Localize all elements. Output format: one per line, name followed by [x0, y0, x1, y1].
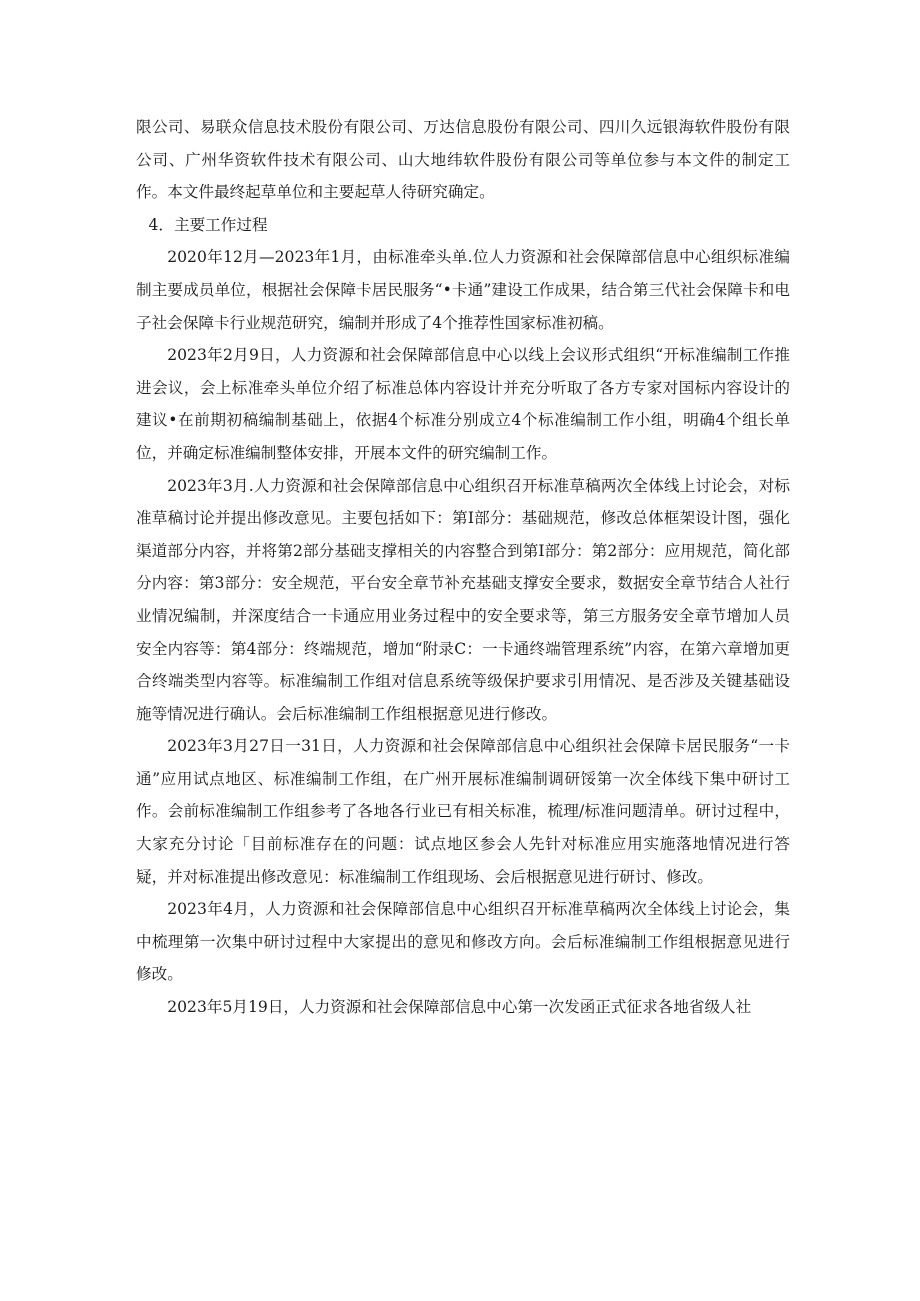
- paragraph-2023-03-27: 2023年3月27日一31日，人力资源和社会保障部信息中心组织社会保障卡居民服务“一卡通”应用试点地区、标准编制工作组，在广州开展标准编制调研馁第一次全体线下集中研讨工作。会前标准编制工作组参考了各地各行业已有相关标准，梳理/标准问题清单。研讨过程中，大家充分讨论「目前标准存在的问题：试点地区参会人先针对标准应用实施落地情况进行答疑，并对标准提出修改意见：标准编制工作组现场、会后根据意见进行研讨、修改。: [136, 737, 790, 886]
- paragraph-2023-05-19: 2023年5月19日，人力资源和社会保障部信息中心第一次发函正式征求各地省级人社: [167, 998, 752, 1017]
- document-body: [136, 111, 790, 1024]
- paragraph-continued: 限公司、易联众信息技术股份有限公司、万达信息股份有限公司、四川久远银海软件股份有限公司、广州华资软件技术有限公司、山大地纬软件股份有限公司等单位参与本文件的制定工作。本文件最终起草单位和主要起草人待研究确定。: [136, 118, 790, 202]
- paragraph-2023-03: 2023年3月.人力资源和社会保障部信息中心组织召开标准草稿两次全体线上讨论会，对标准草稿讨论并提出修改意见。主要包括如下：第I部分：基础规范，修改总体框架设计图，强化渠道部分内容，并将第2部分基础支撑相关的内容整合到第I部分：第2部分：应用规范，简化部分内容：第3部分：安全规范，平台安全章节补充基础支撑安全要求，数据安全章节结合人社行业情况编制，并深度结合一卡通应用业务过程中的安全要求等，第三方服务安全章节增加人员安全内容等：第4部分：终端规范，增加“附录C：一卡通终端管理系统”内容，在第六章增加更合终端类型内容等。标准编制工作组对信息系统等级保护要求引用情况、是否涉及关键基础设施等情况进行确认。会后标准编制工作组根据意见进行修改。: [136, 476, 790, 723]
- paragraph-2023-02-09: 2023年2月9日，人力资源和社会保障部信息中心以线上会议形式组织“开标准编制工作推进会议，会上标准牵头单位介绍了标准总体内容设计并充分听取了各方专家对国标内容设计的建议•在前期初稿编制基础上，依据4个标准分别成立4个标准编制工作小组，明确4个组长单位，并确定标准编制整体安排，开展本文件的研究编制工作。: [136, 346, 790, 462]
- paragraph-2020-12: 2020年12月—2023年1月，由标准牵头单.位人力资源和社会保障部信息中心组织标准编制主要成员单位，根据社会保障卡居民服务“•卡通”建设工作成果，结合第三代社会保障卡和电子社会保障卡行业规范研究，编制并形成了4个推荐性国家标准初稿。: [136, 248, 790, 332]
- paragraph-2023-04: 2023年4月，人力资源和社会保障部信息中心组织召开标准草稿两次全体线上讨论会，集中梳理第一次集中研讨过程中大家提出的意见和修改方向。会后标准编制工作组根据意见进行修改。: [136, 900, 790, 984]
- section-heading-main-work-process: 4．主要工作过程: [148, 215, 268, 234]
